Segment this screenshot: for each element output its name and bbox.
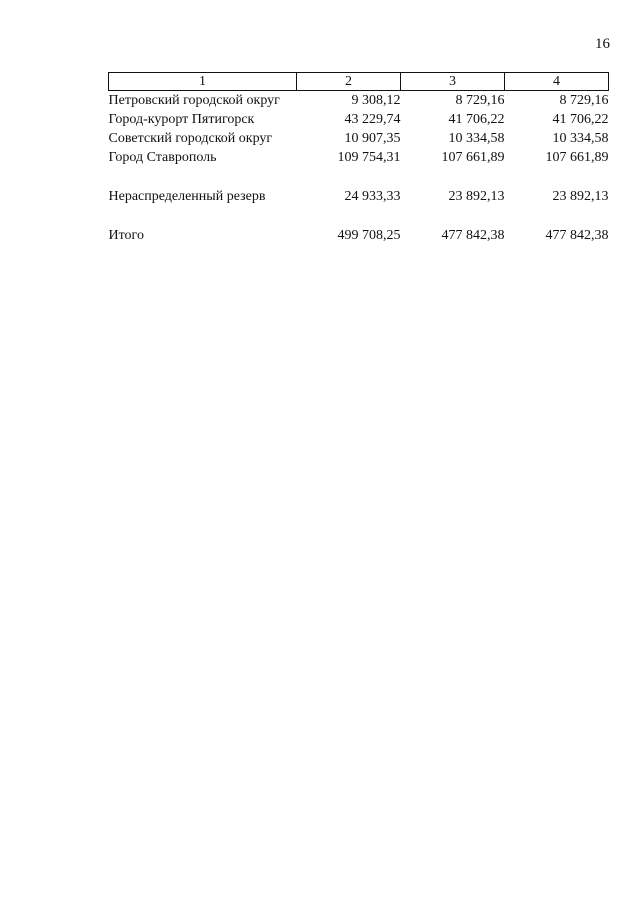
row-value-4: 477 842,38 — [545, 228, 609, 243]
row-value-3: 477 842,38 — [441, 228, 505, 243]
row-value-2: 24 933,33 — [344, 189, 401, 204]
page-number: 16 — [595, 36, 610, 52]
table-row — [109, 129, 609, 148]
row-value-4: 8 729,16 — [559, 93, 609, 108]
spacer-cell — [109, 167, 609, 187]
spacer-row — [109, 167, 609, 187]
row-value-4: 23 892,13 — [552, 189, 609, 204]
row-name: Город Ставрополь — [108, 150, 217, 165]
row-name: Петровский городской округ — [108, 93, 280, 108]
row-value-3: 107 661,89 — [441, 150, 505, 165]
row-value-2: 43 229,74 — [344, 112, 401, 127]
row-value-3: 41 706,22 — [448, 112, 505, 127]
table-header — [109, 73, 609, 91]
row-name: Итого — [108, 228, 144, 243]
table-row — [109, 110, 609, 129]
table-row — [109, 187, 609, 206]
header-col-1: 1 — [109, 73, 297, 91]
table-row — [109, 91, 609, 111]
header-col-4: 4 — [505, 73, 609, 91]
table-body — [109, 91, 609, 246]
budget-table — [108, 72, 609, 245]
header-row — [109, 73, 609, 91]
row-value-2: 109 754,31 — [337, 150, 401, 165]
row-value-3: 8 729,16 — [455, 93, 505, 108]
spacer-row — [109, 206, 609, 226]
row-value-4: 107 661,89 — [545, 150, 609, 165]
row-value-3: 10 334,58 — [448, 131, 505, 146]
row-name: Город-курорт Пятигорск — [108, 112, 255, 127]
row-value-2: 9 308,12 — [351, 93, 401, 108]
header-col-3: 3 — [401, 73, 505, 91]
row-value-2: 499 708,25 — [337, 228, 401, 243]
table-row — [109, 148, 609, 167]
row-value-2: 10 907,35 — [344, 131, 401, 146]
row-value-3: 23 892,13 — [448, 189, 505, 204]
spacer-cell — [109, 206, 609, 226]
row-name: Советский городской округ — [108, 131, 273, 146]
table-row-total — [109, 226, 609, 245]
row-value-4: 10 334,58 — [552, 131, 609, 146]
row-value-4: 41 706,22 — [552, 112, 609, 127]
header-col-2: 2 — [297, 73, 401, 91]
row-name: Нераспределенный резерв — [108, 189, 266, 204]
